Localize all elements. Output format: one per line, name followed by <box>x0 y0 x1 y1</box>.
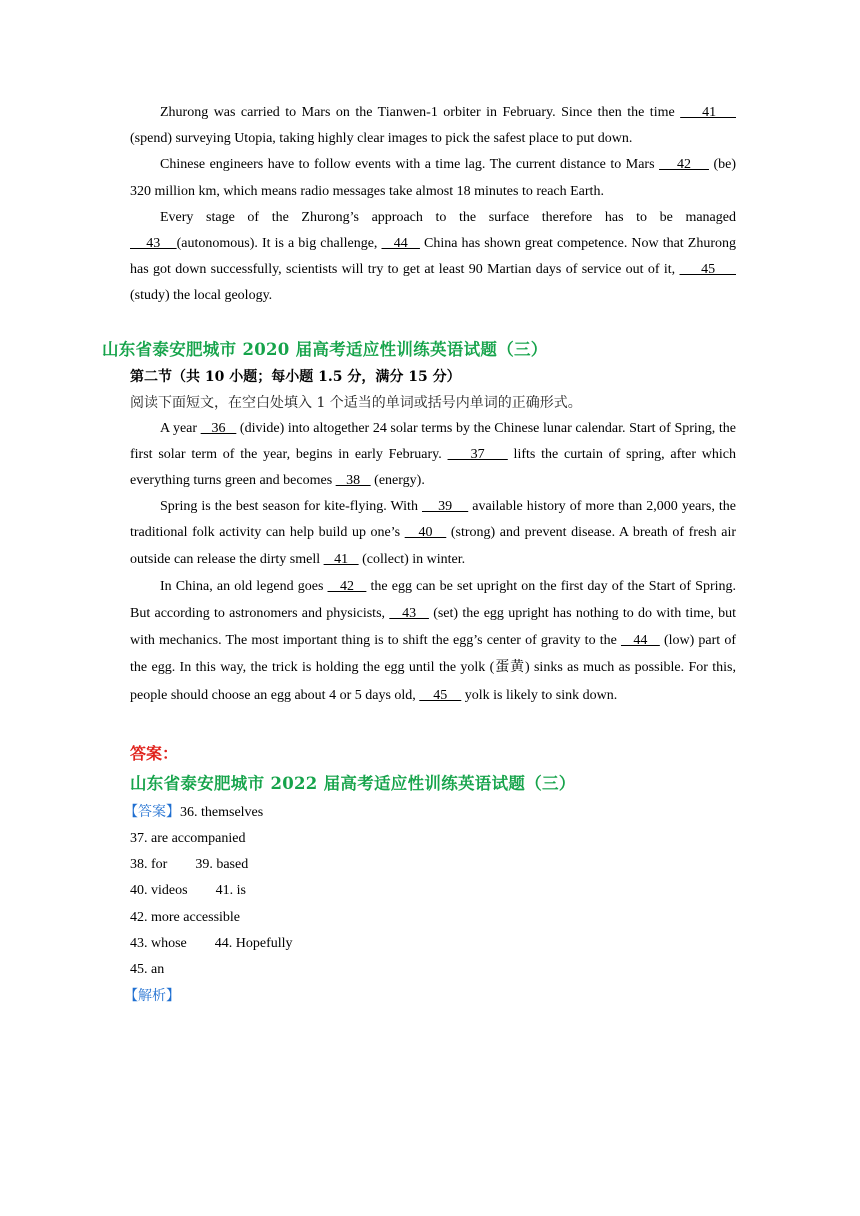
passage-text: Spring is the best season for kite-flying. With <box>160 499 422 515</box>
passage-text: (low) part of the egg. In this way, the trick is holding the egg until the yolk (蛋黄) sinks as much as possible. For this, people should choose an egg about 4 or 5 days old, <box>130 633 737 703</box>
passage2-paragraph-2 <box>130 494 736 573</box>
answer-heading-2022: 山东省泰安肥城市 2022 届高考适应性训练英语试题（三） <box>130 773 576 793</box>
passage1-paragraph-2 <box>130 152 736 204</box>
answer-item: 37. are accompanied <box>130 831 246 847</box>
answer-item: 43. whose <box>130 935 187 951</box>
passage1-paragraph-3 <box>130 205 736 310</box>
passage-text: (divide) into altogether 24 solar terms by the Chinese lunar calendar. Start of Spring, the first solar term of the year, begins in early February. <box>130 420 736 462</box>
answer-item: 44. Hopefully <box>214 935 293 951</box>
answer-blank: 39 <box>421 499 469 515</box>
answer-line <box>130 878 736 904</box>
passage-text: A year <box>160 420 201 436</box>
passage2-paragraph-3 <box>130 573 736 709</box>
answer-item: 45. an <box>130 962 165 978</box>
answer-line <box>130 905 736 931</box>
answer-blank: 41 <box>323 551 359 567</box>
answer-line <box>130 826 736 852</box>
passage-text: China has shown great competence. Now that Zhurong has got down successfully, scientists will try to get at least 90 Martian days of service out of it, <box>130 236 736 278</box>
answer-item: 40. videos <box>130 883 188 899</box>
answer-blank: 43 <box>389 606 429 622</box>
answer-blank: 43 <box>130 236 177 252</box>
answer-line <box>130 852 736 878</box>
answer-blank: 38 <box>335 473 371 489</box>
passage1-paragraph-1 <box>130 100 736 152</box>
passage-text: (set) the egg upright has nothing to do with time, but with mechanics. The most important thing is to shift the egg’s center of gravity to the <box>130 606 737 649</box>
document-page <box>102 100 737 1010</box>
answer-blank: 36 <box>200 420 237 436</box>
passage-text: Every stage of the Zhurong’s approach to the surface therefore has to be managed <box>160 209 736 225</box>
answer-item: 38. for <box>130 857 168 873</box>
answer-blank: 42 <box>659 157 709 173</box>
answer-blank: 45 <box>419 687 462 703</box>
passage2-paragraph-1 <box>130 416 736 495</box>
answer-blank: 40 <box>404 525 447 541</box>
answer-blank: 44 <box>381 236 420 252</box>
answer-list <box>130 826 736 983</box>
answer-tag: 【答案】 <box>124 803 180 820</box>
analysis-tag: 【解析】 <box>124 988 180 1005</box>
passage-text: (be) 320 million km, which means radio messages take almost 18 minutes to reach Earth. <box>130 157 736 199</box>
answer-line <box>130 957 736 983</box>
passage-text: (spend) surveying Utopia, taking highly clear images to pick the safest place to put down. <box>130 131 633 147</box>
passage-text: lifts the curtain of spring, after which everything turns green and becomes <box>130 446 736 489</box>
passage-text: Zhurong was carried to Mars on the Tianwen-1 orbiter in February. Since then the time <box>160 105 681 120</box>
answer-blank: 42 <box>327 578 367 594</box>
passage-text: (strong) and prevent disease. A breath of fresh air outside can release the dirty smell <box>130 525 736 567</box>
instruction-text: 阅读下面短文，在空白处填入 1 个适当的单词或括号内单词的正确形式。 <box>130 394 582 411</box>
passage-text: yolk is likely to sink down. <box>461 687 618 703</box>
answer-item: 36. themselves <box>180 804 264 820</box>
passage-text: (collect) in winter. <box>358 551 466 567</box>
answer-blank: 41 <box>680 105 736 120</box>
section-heading-2020: 山东省泰安肥城市 2020 届高考适应性训练英语试题（三） <box>102 339 548 359</box>
passage-text: the egg can be set upright on the first day of the Start of Spring. But according to astronomers and physicists, <box>130 578 737 622</box>
passage-text: Chinese engineers have to follow events with a time lag. The current distance to Mars <box>160 157 660 173</box>
answer-item: 39. based <box>195 857 249 873</box>
answer-blank: 45 <box>679 262 736 278</box>
section-subheading: 第二节（共 10 小题；每小题 1.5 分，满分 15 分） <box>130 368 461 385</box>
passage-text: (autonomous). It is a big challenge, <box>176 236 382 252</box>
passage-text: In China, an old legend goes <box>160 578 328 594</box>
answer-line-1 <box>124 799 736 826</box>
answer-item: 42. more accessible <box>130 909 241 925</box>
answer-line <box>130 931 736 957</box>
analysis-line <box>124 983 736 1010</box>
answer-item: 41. is <box>215 883 246 899</box>
passage-text: (study) the local geology. <box>130 288 273 304</box>
passage-text: available history of more than 2,000 years, the traditional folk activity can help build up one’s <box>130 499 737 541</box>
answer-blank: 44 <box>620 633 660 649</box>
passage-text: (energy). <box>370 473 425 489</box>
answer-blank: 37 <box>447 446 508 462</box>
answer-label: 答案： <box>130 743 179 763</box>
